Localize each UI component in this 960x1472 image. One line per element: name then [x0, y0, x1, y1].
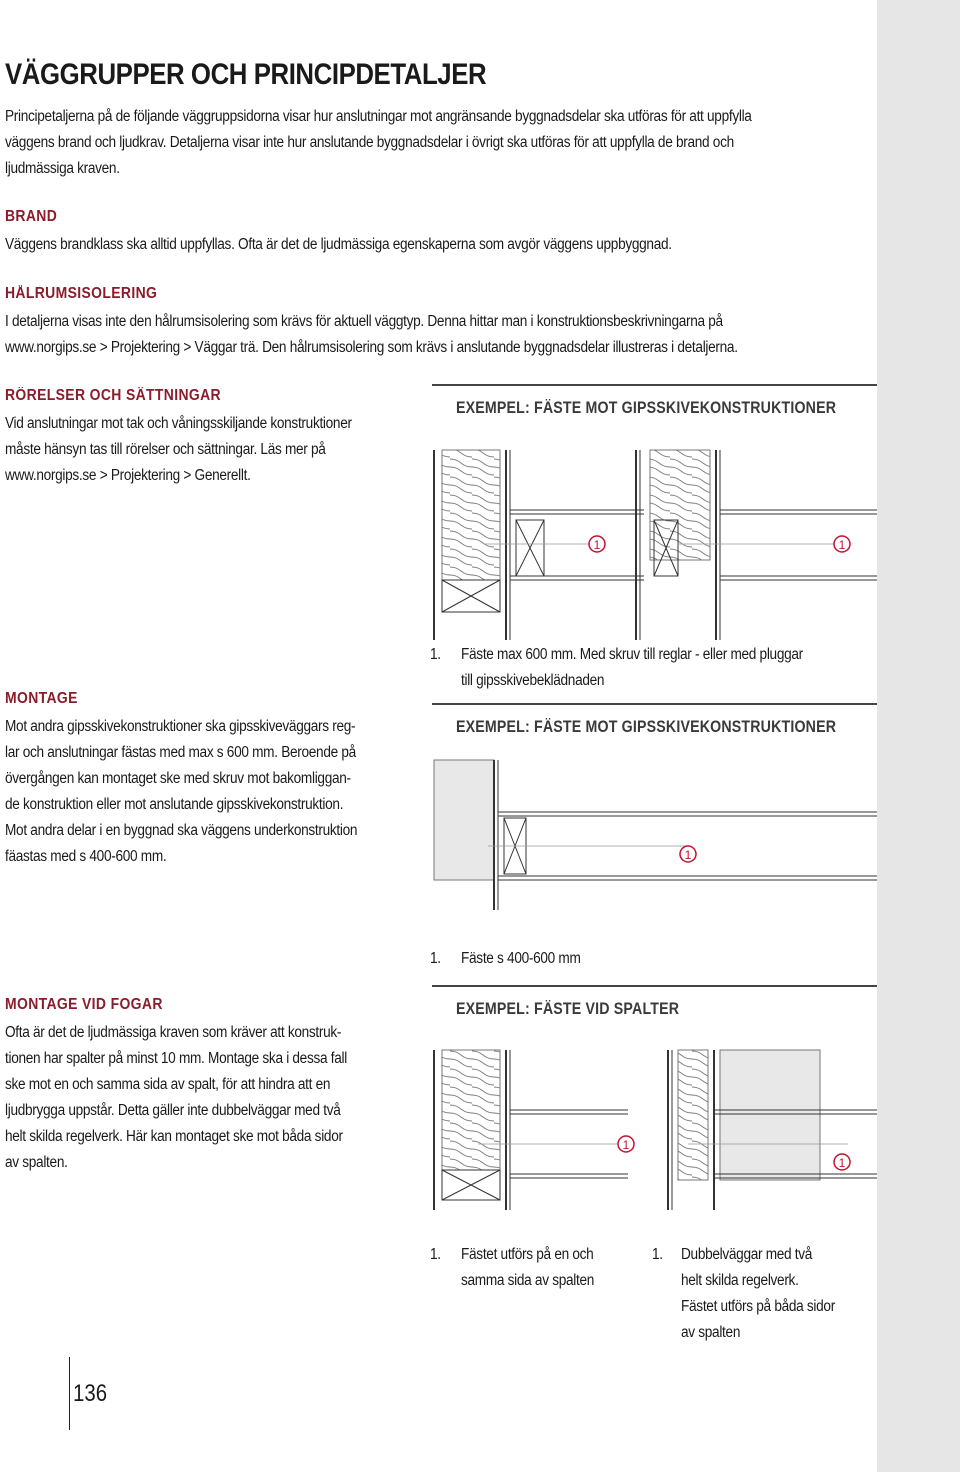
page-title: VÄGGRUPPER OCH PRINCIPDETALJER: [5, 58, 487, 91]
montage-line: fäastas med s 400-600 mm.: [5, 848, 167, 865]
montage-fogar-heading: MONTAGE VID FOGAR: [5, 996, 163, 1013]
example3-note-b-line: av spalten: [681, 1324, 741, 1341]
example1-note-line: till gipsskivebeklädnaden: [461, 672, 605, 689]
montage-line: Mot andra gipsskivekonstruktioner ska gipsskiveväggars reg-: [5, 718, 356, 735]
example2-detail-drawing: [428, 760, 877, 940]
example3-note-a-number: 1.: [430, 1246, 441, 1263]
montage-fogar-line: tionen har spalter på minst 10 mm. Montage ska i dessa fall: [5, 1050, 347, 1067]
intro-line: ljudmässiga kraven.: [5, 160, 120, 177]
example2-heading: EXEMPEL: FÄSTE MOT GIPSSKIVEKONSTRUKTIONER: [456, 718, 837, 736]
marker-label: 1: [593, 538, 601, 552]
marker-label: 1: [838, 1156, 846, 1170]
intro-line: väggens brand och ljudkrav. Detaljerna visar inte hur anslutande byggnadsdelar i övrigt ska utföras för att uppfylla de brand och: [5, 134, 734, 151]
montage-fogar-line: ljudbrygga uppstår. Detta gäller inte dubbelväggar med två: [5, 1102, 341, 1119]
intro-line: Principetaljerna på de följande väggruppsidorna visar hur anslutningar mot angränsande byggnadsdelar ska utföras för att uppfylla: [5, 108, 752, 125]
montage-heading: MONTAGE: [5, 690, 78, 707]
page-number-rule: [69, 1357, 70, 1430]
brand-line: Väggens brandklass ska alltid uppfyllas. Ofta är det de ljudmässiga egenskaperna som avgör väggens uppbyggnad.: [5, 236, 672, 253]
example-divider: [432, 384, 877, 386]
example1-note-line: Fäste max 600 mm. Med skruv till reglar - eller med pluggar: [461, 646, 803, 663]
rorelser-line: www.norgips.se > Projektering > Generellt.: [5, 467, 251, 484]
example3-note-b-number: 1.: [652, 1246, 663, 1263]
example3-note-a-line: Fästet utförs på en och: [461, 1246, 594, 1263]
montage-fogar-line: Ofta är det de ljudmässiga kraven som kräver att konstruk-: [5, 1024, 342, 1041]
montage-line: övergången kan montaget ske med skruv mot bakomliggan-: [5, 770, 351, 787]
rorelser-line: måste hänsyn tas till rörelser och sättningar. Läs mer på: [5, 441, 326, 458]
example3-note-b-line: Dubbelväggar med två: [681, 1246, 813, 1263]
example3-note-b-line: Fästet utförs på båda sidor: [681, 1298, 835, 1315]
montage-fogar-line: ske mot en och samma sida av spalt, för att hindra att en: [5, 1076, 331, 1093]
example3-note-a-line: samma sida av spalten: [461, 1272, 595, 1289]
montage-line: Mot andra delar i en byggnad ska väggens underkonstruktion: [5, 822, 358, 839]
example2-note-line: Fäste s 400-600 mm: [461, 950, 581, 967]
rorelser-heading: RÖRELSER OCH SÄTTNINGAR: [5, 387, 221, 404]
wall-a: [434, 450, 644, 640]
halrum-heading: HÅLRUMSISOLERING: [5, 285, 158, 302]
page-margin-band: [877, 0, 960, 1472]
example3-detail-drawing: [428, 1050, 877, 1220]
page-number: 136: [73, 1380, 108, 1407]
montage-fogar-line: helt skilda regelverk. Här kan montaget ske mot båda sidor: [5, 1128, 343, 1145]
brand-heading: BRAND: [5, 208, 58, 225]
example3-note-b-line: helt skilda regelverk.: [681, 1272, 799, 1289]
marker-label: 1: [684, 848, 692, 862]
montage-line: de konstruktion eller mot anslutande gipsskivekonstruktion.: [5, 796, 344, 813]
halrum-line: www.norgips.se > Projektering > Väggar trä. Den hålrumsisolering som krävs i anslutande byggnadsdelar illustreras i detaljerna.: [5, 339, 738, 356]
example-divider: [432, 703, 877, 705]
example1-note-number: 1.: [430, 646, 441, 663]
halrum-line: I detaljerna visas inte den hålrumsisolering som krävs för aktuell väggtyp. Denna hittar man i konstruktionsbeskrivningarna på: [5, 313, 723, 330]
example2-note-number: 1.: [430, 950, 441, 967]
example-divider: [432, 985, 877, 987]
example1-detail-drawing: [428, 440, 877, 640]
montage-fogar-line: av spalten.: [5, 1154, 68, 1171]
rorelser-line: Vid anslutningar mot tak och våningsskiljande konstruktioner: [5, 415, 352, 432]
example1-heading: EXEMPEL: FÄSTE MOT GIPSSKIVEKONSTRUKTIONER: [456, 399, 837, 417]
example3-heading: EXEMPEL: FÄSTE VID SPALTER: [456, 1000, 680, 1018]
marker-label: 1: [838, 538, 846, 552]
marker-label: 1: [622, 1138, 630, 1152]
montage-line: lar och anslutningar fästas med max s 600 mm. Beroende på: [5, 744, 356, 761]
